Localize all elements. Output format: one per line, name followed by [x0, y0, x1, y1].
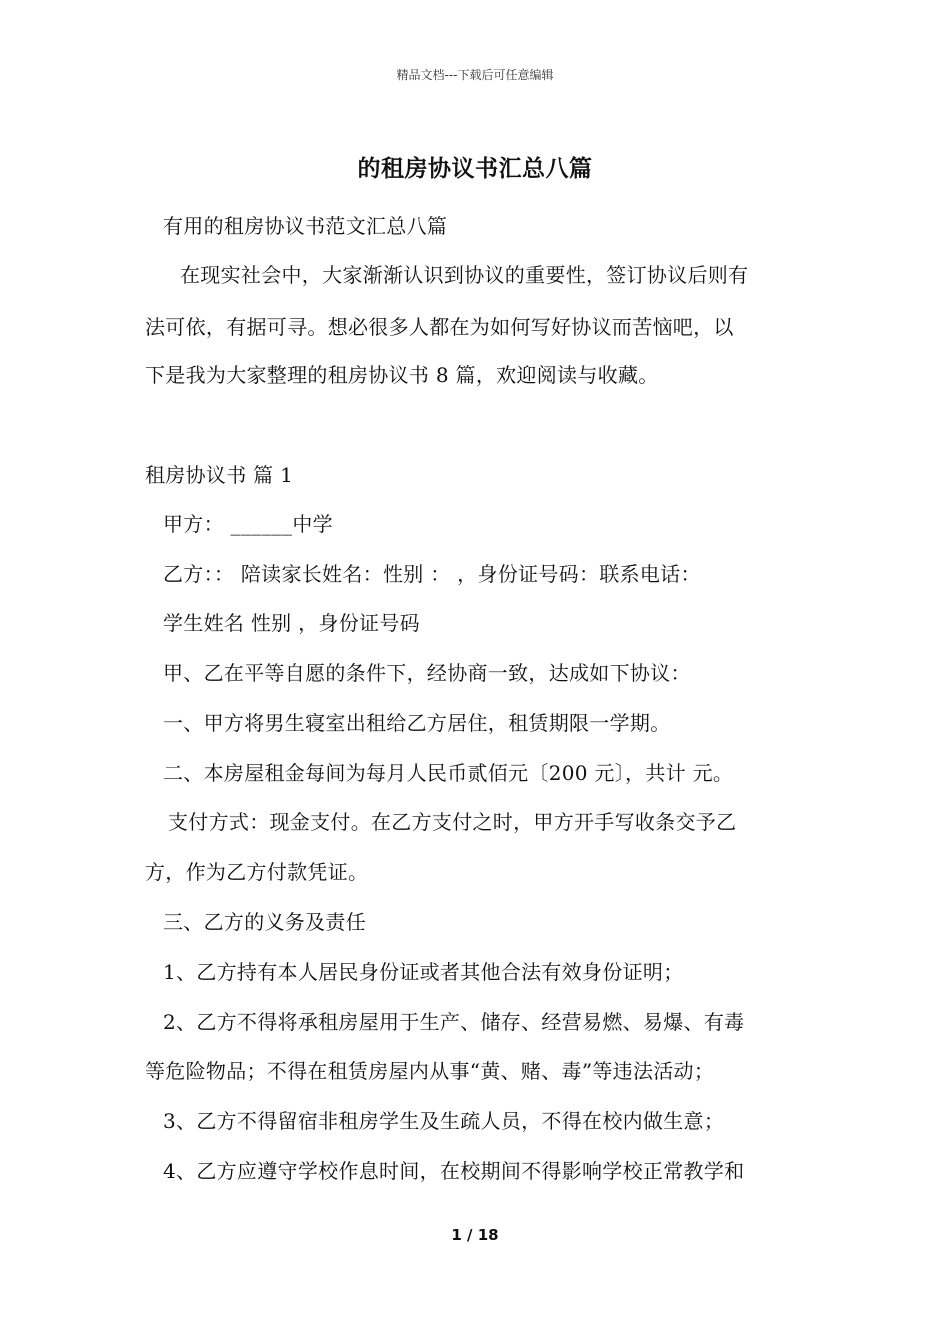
- agreement-intro: 甲、乙在平等自愿的条件下，经协商一致，达成如下协议：: [163, 661, 691, 685]
- list-item-continuation: 等危险物品；不得在租赁房屋内从事“黄、赌、毒”等违法活动；: [145, 1059, 715, 1083]
- page-number: 1 / 18: [451, 1226, 499, 1244]
- list-item: 1、乙方持有本人居民身份证或者其他合法有效身份证明；: [163, 960, 684, 984]
- payment-line-2: 方，作为乙方付款凭证。: [145, 860, 369, 884]
- list-item: 2、乙方不得将承租房屋用于生产、储存、经营易燃、易爆、有毒: [163, 1010, 745, 1034]
- intro-line-3: 下是我为大家整理的租房协议书 8 篇，欢迎阅读与收藏。: [145, 363, 659, 387]
- intro-line-1: 在现实社会中，大家渐渐认识到协议的重要性，签订协议后则有: [180, 263, 749, 287]
- list-item: 3、乙方不得留宿非租房学生及生疏人员，不得在校内做生意；: [163, 1109, 725, 1133]
- clause-1: 一、甲方将男生寝室出租给乙方居住，租赁期限一学期。: [163, 711, 671, 735]
- section-heading: 租房协议书 篇 1: [145, 463, 294, 487]
- clause-3-heading: 三、乙方的义务及责任: [163, 910, 366, 934]
- payment-line-1: 支付方式：现金支付。在乙方支付之时，甲方开手写收条交予乙: [168, 810, 737, 834]
- document-title: 的租房协议书汇总八篇: [357, 155, 593, 182]
- list-item: 4、乙方应遵守学校作息时间，在校期间不得影响学校正常教学和: [163, 1159, 745, 1183]
- party-b-line: 乙方：： 陪读家长姓名：性别 ： ，身份证号码：联系电话：: [163, 562, 701, 586]
- party-a-line: 甲方： ______中学: [163, 512, 333, 536]
- intro-line-2: 法可依，有据可寻。想必很多人都在为如何写好协议而苦恼吧，以: [145, 315, 734, 339]
- clause-2: 二、本房屋租金每间为每月人民币贰佰元〔200 元〕，共计 元。: [163, 761, 734, 785]
- student-line: 学生姓名 性别 ，身份证号码: [163, 611, 420, 635]
- page-header-note: 精品文档---下载后可任意编辑: [396, 68, 554, 82]
- document-subtitle: 有用的租房协议书范文汇总八篇: [163, 214, 448, 238]
